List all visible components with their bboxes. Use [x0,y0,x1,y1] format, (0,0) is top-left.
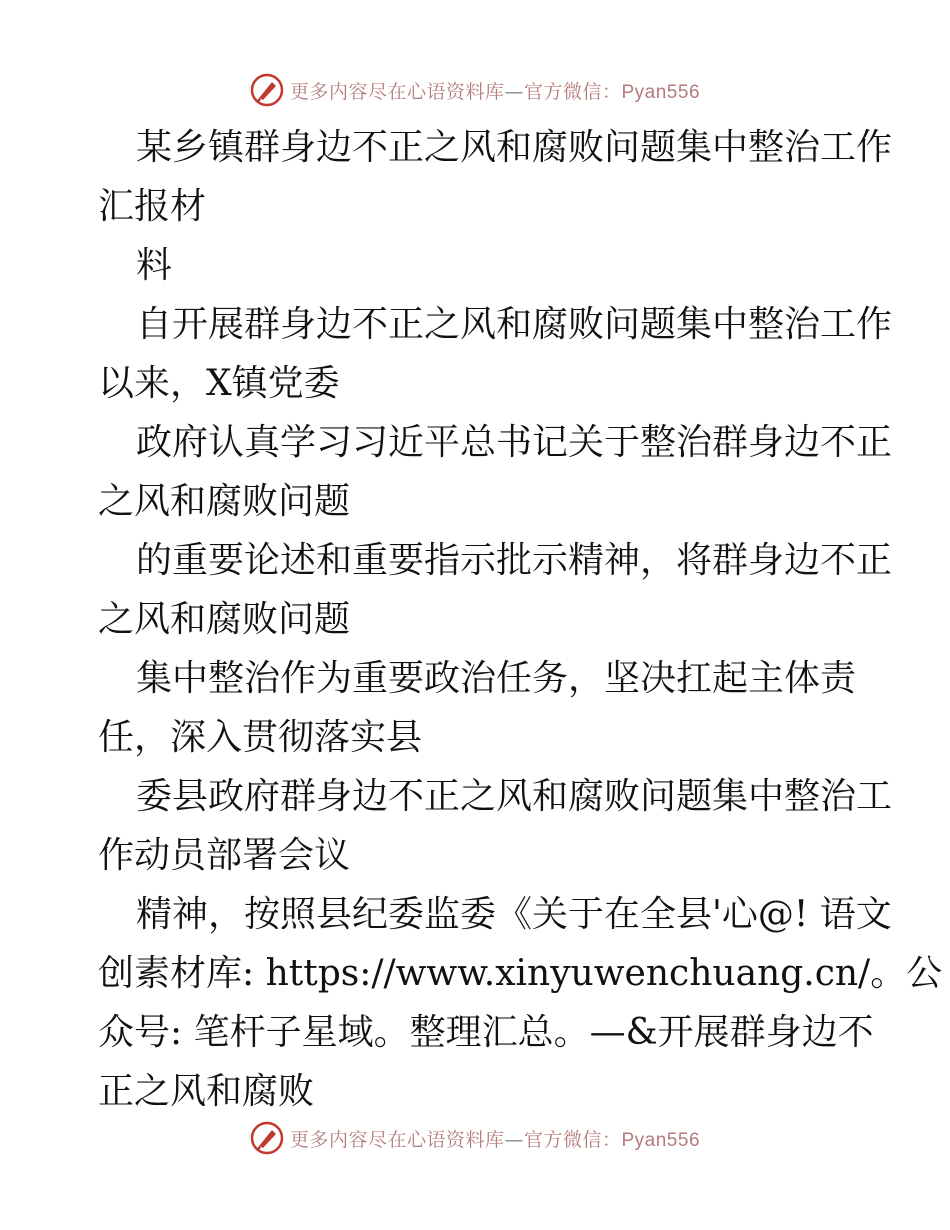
text-line: 作动员部署会议 [98,835,351,876]
text-line: 精神，按照县纪委监委《关于在全县'心@! 语文 [136,894,892,935]
text-line: 众号: 笔杆子星域。整理汇总。—&开展群身边不 [98,1012,874,1053]
text-line: 正之风和腐败 [98,1071,315,1112]
text-line: 政府认真学习习近平总书记关于整治群身边不正 [136,422,893,463]
text-line: 自开展群身边不正之风和腐败问题集中整治工作 [136,304,893,345]
text-line: 的重要论述和重要指示批示精神，将群身边不正 [136,540,893,581]
text-line: 集中整治作为重要政治任务，坚决扛起主体责 [136,658,857,699]
text-line: 以来，X镇党委 [98,363,340,404]
document-body [98,118,943,1121]
text-line: 任，深入贯彻落实县 [98,717,423,758]
text-line: 之风和腐败问题 [98,599,351,640]
header-banner [0,70,950,110]
banner-text: 更多内容尽在心语资料库—官方微信：Pyan556 [289,80,701,103]
text-line: 之风和腐败问题 [98,481,351,522]
text-line: 创素材库: https://www.xinyuwenchuang.cn/。公 [98,953,943,994]
pen-nib-logo-icon [250,1121,284,1155]
banner-text: 更多内容尽在心语资料库—官方微信：Pyan556 [289,1128,701,1151]
text-line: 汇报材 [98,186,207,227]
text-line: 委县政府群身边不正之风和腐败问题集中整治工 [136,776,893,817]
text-line: 某乡镇群身边不正之风和腐败问题集中整治工作 [136,127,893,168]
text-line: 料 [136,245,173,286]
pen-nib-logo-icon [250,73,284,107]
footer-banner [0,1118,950,1158]
